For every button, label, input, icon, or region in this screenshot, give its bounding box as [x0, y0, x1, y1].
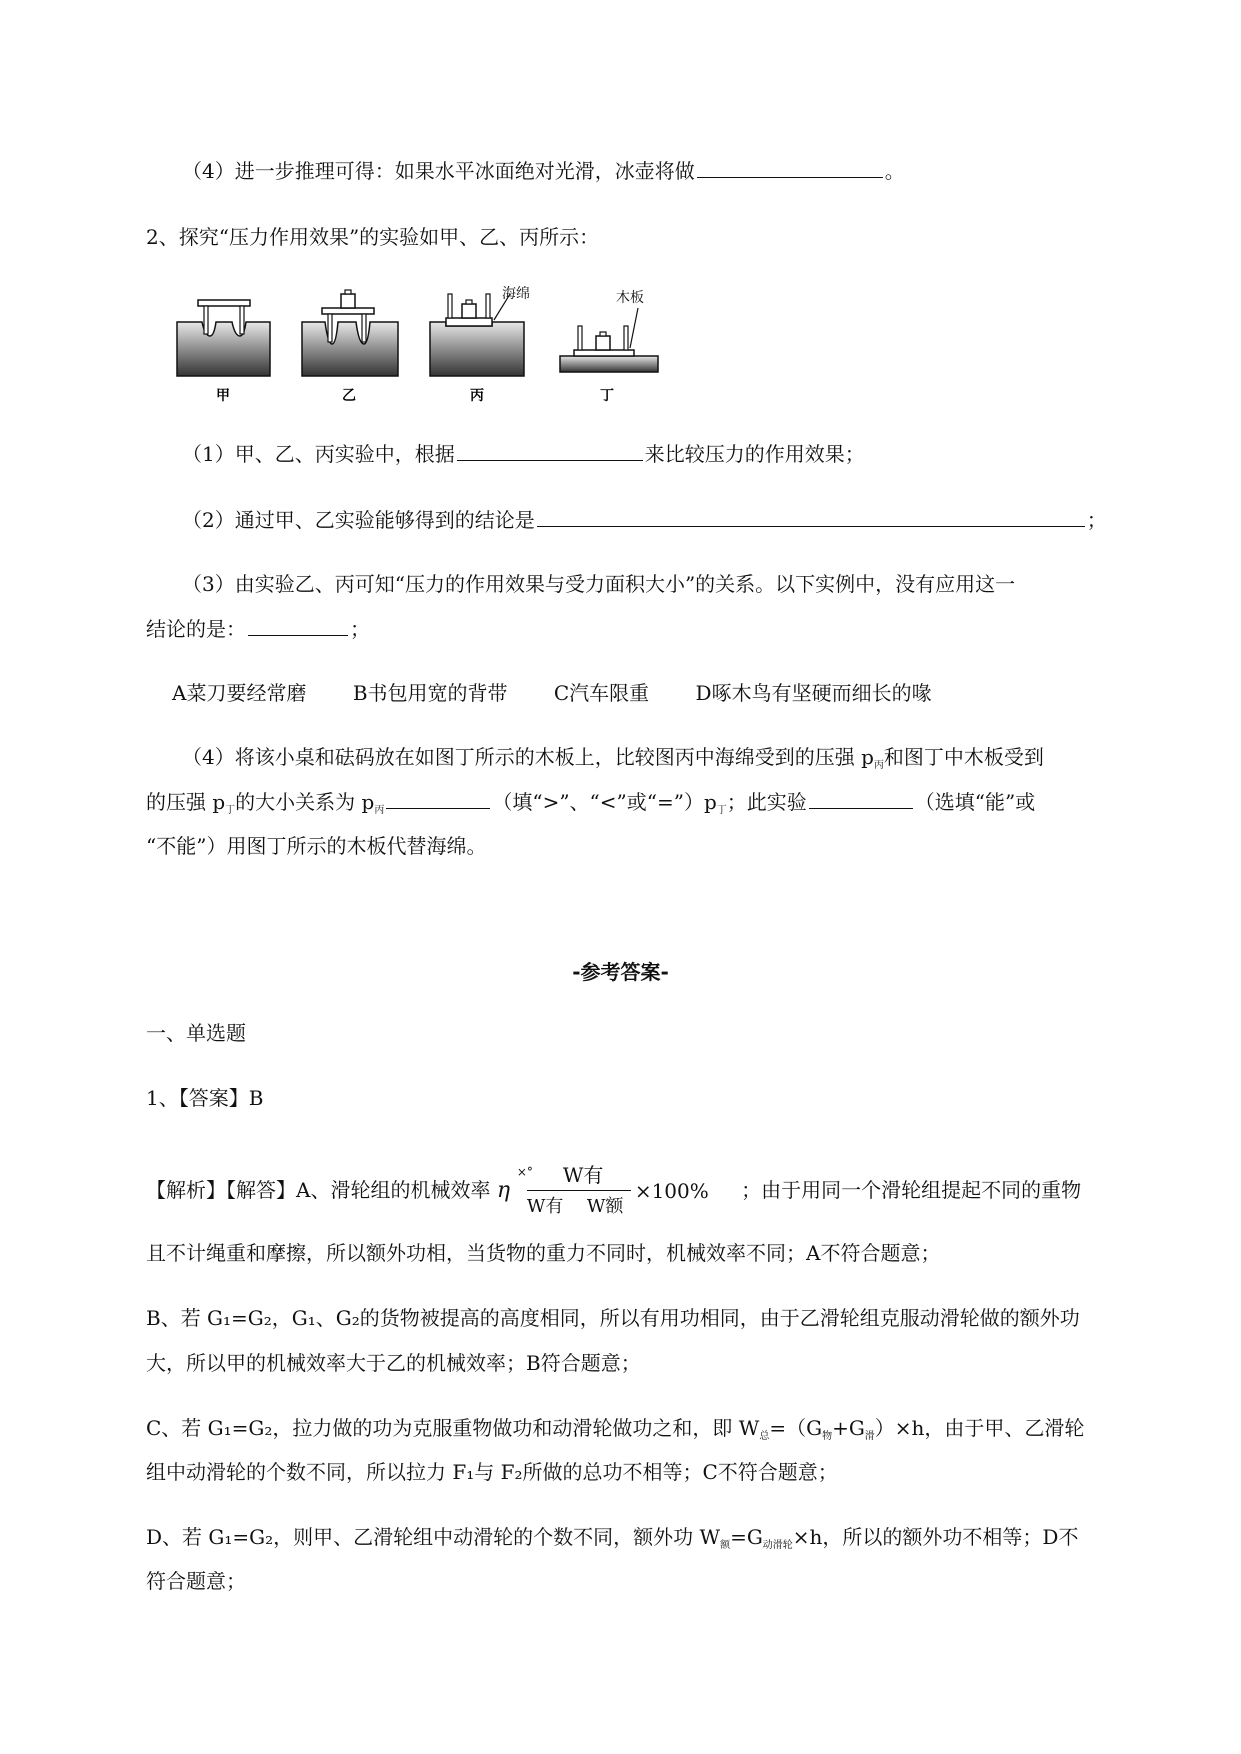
- board-label: 木板: [616, 290, 644, 306]
- option-a[interactable]: A菜刀要经常磨: [172, 681, 307, 705]
- option-b[interactable]: B书包用宽的背带: [352, 681, 508, 705]
- q2-item4-line2: [146, 786, 1035, 826]
- q2-item1-end: 来比较压力的作用效果；: [644, 442, 865, 466]
- figure-ding: [560, 289, 658, 372]
- subscript: 滑: [864, 1431, 875, 1442]
- q2-item3-text: 结论的是：: [146, 617, 246, 641]
- answer-heading: -参考答案-: [572, 960, 669, 984]
- text: D、若 G₁=G₂，则甲、乙滑轮组中动滑轮的个数不同，额外功 W: [146, 1525, 721, 1549]
- answer-blank[interactable]: [809, 786, 913, 809]
- text: （选填“能”或: [914, 790, 1036, 814]
- q2-item2: [182, 504, 1107, 535]
- answer-blank[interactable]: [537, 504, 1085, 527]
- text: C、若 G₁=G₂，拉力做的功为克服重物做功和动滑轮做功之和，即 W: [146, 1416, 760, 1440]
- q2-item1: [182, 438, 865, 469]
- q2-item2-text: （2）通过甲、乙实验能够得到的结论是: [182, 508, 535, 532]
- analysis-b-line1: B、若 G₁=G₂，G₁、G₂的货物被提高的高度相同，所以有用功相同，由于乙滑轮组克服动滑轮做的额外功: [146, 1306, 1080, 1330]
- eta: η: [496, 1177, 510, 1203]
- subscript: 物: [822, 1431, 833, 1442]
- subscript: 丁: [716, 805, 727, 816]
- q2-item4-text-a: （4）将该小桌和砝码放在如图丁所示的木板上，比较图丙中海绵受到的压强 p: [182, 745, 874, 769]
- sponge-experiment-diagram: [172, 286, 692, 406]
- analysis-c-line2: 组中动滑轮的个数不同，所以拉力 F₁与 F₂所做的总功不相等；C不符合题意；: [146, 1460, 838, 1484]
- q2-item4-line1: [182, 742, 1044, 781]
- figure-jia: [177, 300, 270, 376]
- figure-bing: [430, 286, 530, 376]
- analysis-suffix: ；由于用同一个滑轮组提起不同的重物: [741, 1178, 1082, 1202]
- text: ）×h，由于甲、乙滑轮: [874, 1416, 1085, 1440]
- text: =G: [730, 1525, 763, 1549]
- section-title: 一、单选题: [146, 1021, 246, 1045]
- subscript: 丙: [374, 805, 385, 816]
- text: ；此实验: [726, 790, 807, 814]
- answer-blank[interactable]: [386, 786, 490, 809]
- q2-options: [172, 678, 932, 708]
- option-d[interactable]: D啄木鸟有坚硬而细长的喙: [695, 681, 932, 705]
- answer-blank[interactable]: [248, 613, 348, 636]
- analysis-prefix: 【解析】【解答】A、滑轮组的机械效率: [146, 1178, 491, 1202]
- q2-item2-end: ；: [1086, 508, 1107, 532]
- q1-item4-text: （4）进一步推理可得：如果水平冰面绝对光滑，冰壶将做: [182, 159, 695, 183]
- subscript: 丙: [873, 760, 884, 771]
- subscript: 动滑轮: [762, 1540, 793, 1551]
- label-ding: 丁: [600, 388, 614, 404]
- q1-item4: [182, 155, 905, 186]
- subscript: 额: [720, 1540, 731, 1551]
- efficiency-formula: η ×° W有 W有 W额 ×100%: [497, 1162, 735, 1222]
- text: （填“>”、“<”或“=”）p: [492, 790, 717, 814]
- q2-item4-line3: “不能”）用图丁所示的木板代替海绵。: [146, 834, 487, 858]
- option-c[interactable]: C汽车限重: [553, 681, 650, 705]
- formula-tail: ×100%: [634, 1178, 709, 1203]
- q2-item1-text: （1）甲、乙、丙实验中，根据: [182, 442, 455, 466]
- answer-blank[interactable]: [697, 155, 883, 178]
- text: =（G: [769, 1416, 823, 1440]
- q2-item3-line2: [146, 613, 370, 644]
- text: 的压强 p: [146, 790, 226, 814]
- q2-title: 2、探究“压力作用效果”的实验如甲、乙、丙所示：: [146, 225, 600, 249]
- sponge-label: 海绵: [502, 286, 530, 302]
- q2-item3-line1: （3）由实验乙、丙可知“压力的作用效果与受力面积大小”的关系。以下实例中，没有应用这一: [182, 572, 1016, 596]
- q1-item4-end: 。: [884, 159, 905, 183]
- analysis-c-line1: [146, 1413, 1084, 1452]
- label-yi: 乙: [342, 388, 356, 404]
- subscript: 总: [759, 1431, 770, 1442]
- label-bing: 丙: [470, 388, 484, 404]
- analysis-b-line2: 大，所以甲的机械效率大于乙的机械效率；B符合题意；: [146, 1351, 641, 1375]
- text: ×h，所以的额外功不相等；D不: [792, 1525, 1079, 1549]
- numerator: W有: [562, 1162, 604, 1187]
- figure-yi: [302, 290, 398, 376]
- analysis-line1: [146, 1160, 1081, 1220]
- experiment-figure: [172, 286, 692, 411]
- subscript: 丁: [225, 805, 236, 816]
- text: +G: [832, 1416, 865, 1440]
- denominator-right: W额: [586, 1195, 624, 1217]
- denominator-left: W有: [526, 1195, 564, 1217]
- analysis-a-line2: 且不计绳重和摩擦，所以额外功相，当货物的重力不同时，机械效率不同；A不符合题意；: [146, 1241, 941, 1265]
- analysis-d-line1: [146, 1522, 1078, 1561]
- analysis-d-line2: 符合题意；: [146, 1569, 246, 1593]
- q2-item3-end: ；: [350, 617, 370, 641]
- answer-blank[interactable]: [457, 438, 643, 461]
- answer-1: 1、【答案】B: [146, 1086, 264, 1110]
- text: 的大小关系为 p: [235, 790, 375, 814]
- q2-item4-text-b: 和图丁中木板受到: [883, 745, 1044, 769]
- label-jia: 甲: [216, 388, 230, 404]
